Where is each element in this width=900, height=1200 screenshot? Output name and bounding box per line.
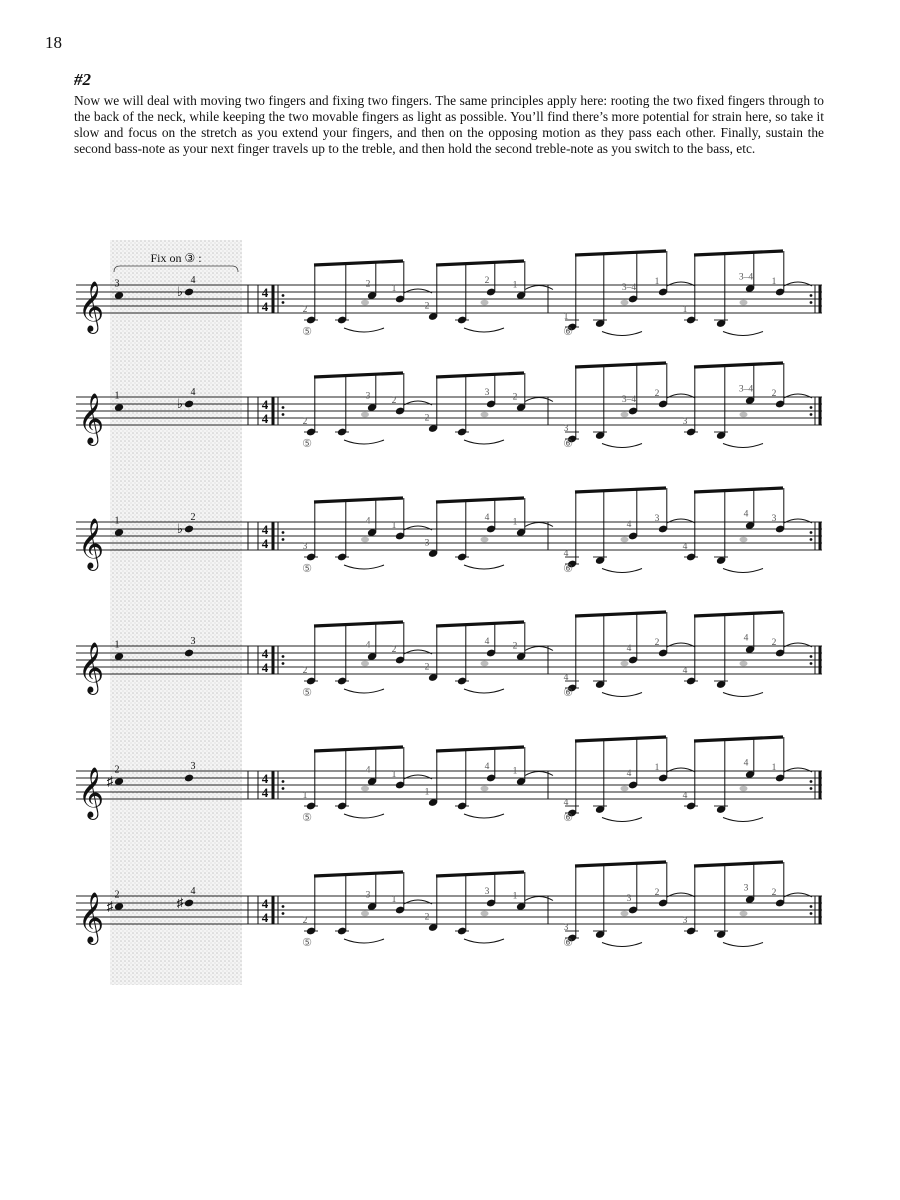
treble-clef: 𝄞 xyxy=(77,893,105,942)
time-signature-bottom: 4 xyxy=(261,660,269,675)
repeat-dot xyxy=(282,531,285,534)
beam xyxy=(575,737,666,741)
repeat-dot xyxy=(282,912,285,915)
tie xyxy=(602,818,642,822)
finger-number: 3 xyxy=(190,761,196,772)
shaded-fix-column xyxy=(110,240,242,985)
tie xyxy=(525,897,553,901)
time-signature-bottom: 4 xyxy=(261,411,269,426)
finger-number: 2 xyxy=(424,912,430,923)
time-signature-top: 4 xyxy=(261,285,269,300)
fixed-note-ghost xyxy=(740,300,748,306)
fixed-note-ghost xyxy=(740,786,748,792)
finger-number: 2 xyxy=(302,305,308,315)
string-number: ⑥ xyxy=(563,326,573,338)
tie xyxy=(723,569,763,573)
beam xyxy=(436,747,524,751)
finger-number: 3 xyxy=(743,883,749,894)
accidental: ♯ xyxy=(106,773,114,789)
time-signature-top: 4 xyxy=(261,397,269,412)
finger-number: 1 xyxy=(512,766,518,777)
finger-number: 2 xyxy=(190,512,196,523)
finger-number: 4 xyxy=(190,886,196,897)
finger-number: 4 xyxy=(365,765,371,776)
finger-number: 2 xyxy=(484,276,490,286)
beam xyxy=(436,373,524,377)
beam xyxy=(314,872,403,876)
string-number: ⑥ xyxy=(563,812,573,824)
finger-number: 1 xyxy=(512,517,518,528)
repeat-dot xyxy=(810,406,813,409)
tie xyxy=(464,939,504,943)
beam xyxy=(314,622,403,626)
tie xyxy=(723,444,763,448)
repeat-dot xyxy=(810,662,813,665)
finger-number: 3–4 xyxy=(621,283,637,293)
treble-clef: 𝄞 xyxy=(77,643,105,692)
beam xyxy=(436,498,524,502)
finger-number: 2 xyxy=(424,413,430,424)
treble-clef: 𝄞 xyxy=(77,519,105,568)
fixed-note-ghost xyxy=(361,786,369,792)
time-signature-bottom: 4 xyxy=(261,910,269,925)
fixed-note-ghost xyxy=(740,661,748,667)
finger-number: 3 xyxy=(114,278,120,290)
beam xyxy=(694,862,783,866)
finger-number: 3 xyxy=(771,514,777,524)
finger-number: 1 xyxy=(391,521,397,531)
finger-number: 3 xyxy=(365,391,371,402)
finger-number: 3 xyxy=(563,424,569,434)
repeat-dot xyxy=(810,912,813,915)
beam xyxy=(314,373,403,377)
fix-label: Fix on ③ : xyxy=(150,251,202,265)
finger-number: 3 xyxy=(302,542,308,552)
finger-number: 1 xyxy=(771,763,777,773)
beam xyxy=(575,251,666,255)
finger-number: 3–4 xyxy=(738,384,754,395)
tie xyxy=(602,444,642,448)
beam xyxy=(314,261,403,265)
time-signature-bottom: 4 xyxy=(261,299,269,314)
finger-number: 2 xyxy=(114,764,120,776)
finger-number: 1 xyxy=(424,787,430,798)
finger-number: 3 xyxy=(484,887,490,897)
finger-number: 2 xyxy=(391,396,397,406)
repeat-dot xyxy=(810,787,813,790)
accidental: ♯ xyxy=(106,898,114,914)
exercise-heading: #2 xyxy=(74,70,91,89)
beam xyxy=(575,862,666,866)
finger-number: 1 xyxy=(654,277,660,287)
tie xyxy=(602,693,642,697)
fixed-note-ghost xyxy=(621,300,629,306)
finger-number: 2 xyxy=(302,666,308,676)
repeat-dot xyxy=(810,538,813,541)
repeat-dot xyxy=(282,406,285,409)
finger-number: 4 xyxy=(563,549,569,559)
tie xyxy=(464,814,504,818)
instructions-paragraph: Now we will deal with moving two fingers and fixing two fingers. The same principles apply here: rooting the two fixed fingers through to the back of the neck, while keeping the two movable fingers as light as possible. You’ll find there’s more potential for strain here, so take it slow and focus on the stretch as you extend your fingers, and then on the opposing motion as they pass each other. Finally, sustain the second bass-note as your next finger travels up to the treble, and then hold the second treble-note as you switch to the bass, etc. xyxy=(74,93,824,156)
repeat-dot xyxy=(810,531,813,534)
string-number: ⑤ xyxy=(302,687,312,699)
fixed-note-ghost xyxy=(740,412,748,418)
tie xyxy=(344,328,384,332)
repeat-dot xyxy=(282,905,285,908)
fixed-note-ghost xyxy=(481,412,489,418)
finger-number: 1 xyxy=(114,390,120,402)
beam xyxy=(314,498,403,502)
repeat-dot xyxy=(282,538,285,541)
repeat-dot xyxy=(282,662,285,665)
finger-number: 4 xyxy=(626,520,632,530)
time-signature-top: 4 xyxy=(261,896,269,911)
finger-number: 4 xyxy=(484,513,490,523)
accidental: ♭ xyxy=(176,396,184,411)
finger-number: 1 xyxy=(391,895,397,905)
time-signature-top: 4 xyxy=(261,771,269,786)
tie xyxy=(602,332,642,336)
repeat-dot xyxy=(810,780,813,783)
tie xyxy=(525,772,553,776)
finger-number: 3 xyxy=(563,923,569,933)
tie xyxy=(344,565,384,569)
finger-number: 3 xyxy=(682,417,688,427)
finger-number: 2 xyxy=(302,417,308,427)
accidental: ♭ xyxy=(176,521,184,536)
finger-number: 3 xyxy=(682,916,688,926)
fixed-note-ghost xyxy=(481,661,489,667)
string-number: ⑤ xyxy=(302,438,312,450)
finger-number: 4 xyxy=(563,798,569,808)
finger-number: 3 xyxy=(654,514,660,524)
beam xyxy=(694,612,783,616)
page-number: 18 xyxy=(45,33,62,52)
beam xyxy=(314,747,403,751)
finger-number: 2 xyxy=(512,641,518,652)
accidental: ♭ xyxy=(176,284,184,299)
repeat-dot xyxy=(282,413,285,416)
string-number: ⑥ xyxy=(563,937,573,949)
tie xyxy=(344,689,384,693)
finger-number: 4 xyxy=(743,633,749,644)
treble-clef: 𝄞 xyxy=(77,394,105,443)
finger-number: 2 xyxy=(365,279,371,290)
finger-number: 2 xyxy=(512,392,518,403)
finger-number: 1 xyxy=(654,763,660,773)
finger-number: 4 xyxy=(743,509,749,520)
fixed-note-ghost xyxy=(361,412,369,418)
tie xyxy=(525,286,553,290)
tie xyxy=(723,818,763,822)
finger-number: 2 xyxy=(302,916,308,926)
string-number: ⑤ xyxy=(302,563,312,575)
fixed-note-ghost xyxy=(740,537,748,543)
string-number: ⑥ xyxy=(563,687,573,699)
finger-number: 2 xyxy=(771,389,777,399)
tie xyxy=(723,693,763,697)
tie xyxy=(344,939,384,943)
finger-number: 4 xyxy=(682,542,688,552)
beam xyxy=(575,363,666,367)
time-signature-bottom: 4 xyxy=(261,785,269,800)
tie xyxy=(602,943,642,947)
beam xyxy=(436,872,524,876)
fixed-note-ghost xyxy=(481,537,489,543)
tie xyxy=(464,689,504,693)
finger-number: 1 xyxy=(563,312,569,322)
string-number: ⑤ xyxy=(302,937,312,949)
repeat-dot xyxy=(282,301,285,304)
time-signature-top: 4 xyxy=(261,522,269,537)
beam xyxy=(436,261,524,265)
finger-number: 4 xyxy=(682,666,688,676)
finger-number: 4 xyxy=(626,644,632,654)
finger-number: 4 xyxy=(365,640,371,651)
finger-number: 4 xyxy=(190,387,196,398)
finger-number: 4 xyxy=(743,758,749,769)
repeat-dot xyxy=(282,780,285,783)
finger-number: 3 xyxy=(190,636,196,647)
finger-number: 4 xyxy=(484,637,490,647)
fixed-note-ghost xyxy=(481,786,489,792)
tie xyxy=(464,328,504,332)
fixed-note-ghost xyxy=(361,911,369,917)
beam xyxy=(694,737,783,741)
finger-number: 1 xyxy=(114,639,120,651)
finger-number: 3–4 xyxy=(738,272,754,283)
string-number: ⑥ xyxy=(563,438,573,450)
string-number: ⑤ xyxy=(302,812,312,824)
fixed-note-ghost xyxy=(481,911,489,917)
finger-number: 3–4 xyxy=(621,395,637,405)
tie xyxy=(723,943,763,947)
string-number: ⑥ xyxy=(563,563,573,575)
finger-number: 4 xyxy=(626,769,632,779)
repeat-dot xyxy=(282,655,285,658)
treble-clef: 𝄞 xyxy=(77,768,105,817)
finger-number: 1 xyxy=(512,280,518,291)
tie xyxy=(344,814,384,818)
fixed-note-ghost xyxy=(740,911,748,917)
treble-clef: 𝄞 xyxy=(77,282,105,331)
tie xyxy=(723,332,763,336)
fixed-note-ghost xyxy=(621,537,629,543)
beam xyxy=(575,488,666,492)
tie xyxy=(525,398,553,402)
time-signature-bottom: 4 xyxy=(261,536,269,551)
repeat-dot xyxy=(282,294,285,297)
finger-number: 1 xyxy=(771,277,777,287)
finger-number: 1 xyxy=(682,305,688,315)
finger-number: 3 xyxy=(484,388,490,398)
finger-number: 2 xyxy=(654,389,660,399)
finger-number: 1 xyxy=(114,515,120,527)
finger-number: 2 xyxy=(771,638,777,648)
beam xyxy=(694,363,783,367)
finger-number: 4 xyxy=(563,673,569,683)
beam xyxy=(694,251,783,255)
repeat-dot xyxy=(810,905,813,908)
finger-number: 4 xyxy=(365,516,371,527)
repeat-dot xyxy=(810,294,813,297)
fixed-note-ghost xyxy=(621,911,629,917)
finger-number: 3 xyxy=(626,894,632,904)
accidental: ♯ xyxy=(176,895,184,910)
finger-number: 2 xyxy=(654,638,660,648)
fixed-note-ghost xyxy=(621,661,629,667)
finger-number: 1 xyxy=(512,891,518,902)
finger-number: 2 xyxy=(114,889,120,901)
repeat-dot xyxy=(282,787,285,790)
beam xyxy=(575,612,666,616)
finger-number: 3 xyxy=(365,890,371,901)
fixed-note-ghost xyxy=(361,661,369,667)
repeat-dot xyxy=(810,655,813,658)
string-number: ⑤ xyxy=(302,326,312,338)
tie xyxy=(525,647,553,651)
finger-number: 2 xyxy=(771,888,777,898)
finger-number: 1 xyxy=(391,770,397,780)
finger-number: 4 xyxy=(484,762,490,772)
finger-number: 4 xyxy=(682,791,688,801)
fixed-note-ghost xyxy=(481,300,489,306)
tie xyxy=(464,565,504,569)
fixed-note-ghost xyxy=(361,300,369,306)
finger-number: 2 xyxy=(424,662,430,673)
finger-number: 2 xyxy=(654,888,660,898)
finger-number: 3 xyxy=(424,538,430,549)
beam xyxy=(694,488,783,492)
beam xyxy=(436,622,524,626)
finger-number: 4 xyxy=(190,275,196,286)
time-signature-top: 4 xyxy=(261,646,269,661)
tie xyxy=(602,569,642,573)
finger-number: 1 xyxy=(302,791,308,801)
finger-number: 2 xyxy=(391,645,397,655)
tie xyxy=(464,440,504,444)
tie xyxy=(344,440,384,444)
repeat-dot xyxy=(810,301,813,304)
finger-number: 1 xyxy=(391,284,397,294)
tie xyxy=(525,523,553,527)
fixed-note-ghost xyxy=(621,412,629,418)
fixed-note-ghost xyxy=(361,537,369,543)
repeat-dot xyxy=(810,413,813,416)
finger-number: 2 xyxy=(424,301,430,312)
fixed-note-ghost xyxy=(621,786,629,792)
